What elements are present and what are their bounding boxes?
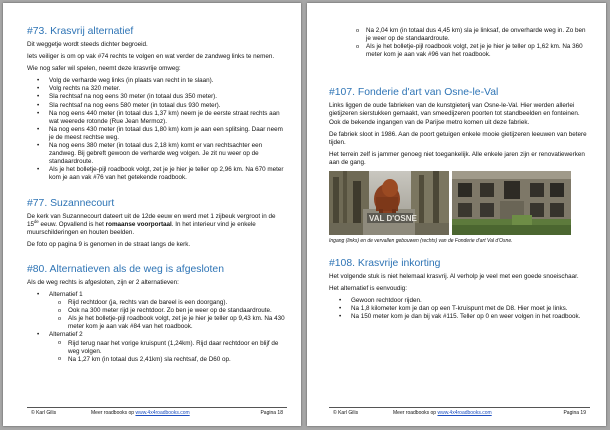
list-item: • Gewoon rechtdoor rijden.	[329, 297, 590, 305]
alternative-1-label: Alternatief 1	[49, 290, 83, 298]
photo-buildings	[452, 171, 571, 235]
section-73-p1: Dit weggetje wordt steeds dichter begroeid.	[27, 41, 148, 48]
alternative-1-sublist	[49, 299, 287, 331]
list-item: • Na nog eens 440 meter (in totaal dus 1,37 km) neem je de eerste straat rechts aan wat weerede rotonde (Rue Jean Mermoz).	[27, 110, 287, 126]
list-item: • Volg rechts na 320 meter.	[27, 85, 287, 93]
fonderie-photos	[329, 171, 571, 235]
photo-sign-text: VAL D'OSNE	[369, 214, 417, 223]
footer-website-link[interactable]: www.4x4roadbooks.com	[437, 410, 492, 416]
right-page-footer	[329, 407, 590, 418]
page-number: Pagina 18	[260, 410, 283, 416]
list-item: o Ook na 300 meter rijd je rechtdoor. Zo ben je weer op de standaardroute.	[49, 307, 287, 315]
footer-more-roadbooks	[393, 409, 492, 417]
section-73-list	[27, 77, 287, 182]
list-item: • Na nog eens 430 meter (in totaal dus 1,80 km) kom je aan een splitsing. Daar neem je de meest rechtse weg.	[27, 126, 287, 142]
list-item: • Na nog eens 380 meter (in totaal dus 2,18 km) komt er van rechtsachter een zandweg. Bij gebreft gewoon de verharde weg volgen. Je zit nu weer op de standaardroute.	[27, 142, 287, 166]
photo-caption: Ingang (links) en de vervallen gebouwen (rechts) van de Fonderie d'art Val d'Osne.	[329, 238, 513, 244]
list-item: o Na 1,27 km (in totaal dus 2,41km) sla rechtsaf, de D60 op.	[49, 356, 287, 364]
section-107-title: #107. Fonderie d'art van Osne-le-Val	[329, 87, 499, 99]
section-73-p3: Wie nog safer wil spelen, neemt deze krasvrije omweg:	[27, 65, 181, 73]
right-page-content	[329, 27, 590, 321]
list-item: • Als je het bolletje-pijl roadbook volgt, zet je je hier je teller op 2,96 km. Na 670 meter kom je aan vak #76 van het getekende roadbook.	[27, 166, 287, 182]
list-item	[27, 331, 287, 363]
photo-entrance-image	[329, 171, 449, 235]
section-107-p1: Links liggen de oude fabrieken van de kunstgieterij van Osne-le-Val. Hier werden allerlei gietijzeren sierstukken gemaakt, van smeedijzeren poorten tot standbeelden en fonteinen. Ook de bekende ingangen van de Parijse metro komen uit deze fabriek.	[329, 102, 580, 126]
section-108-title: #108. Krasvrije inkorting	[329, 258, 441, 269]
list-item: o Als je het bolletje-pijl roadbook volgt, zet je je hier je teller op 1,62 km. Na 360 meter kom je aan vak #96 van het roadbook.	[347, 43, 590, 59]
footer-more-roadbooks	[91, 409, 190, 417]
section-108-p2: Het alternatief is eenvoudig:	[329, 285, 408, 293]
text-run: De kerk van Suzannecourt dateert uit de 12de eeuw en werd met 1 zijbeuk vergroot in de 15	[27, 212, 276, 228]
bold-term: romaanse voorportaal	[105, 220, 172, 228]
list-item: o Rijd terug naar het vorige kruispunt (1,24km). Rijd daar rechtdoor en blijf de weg volgen.	[49, 340, 287, 356]
section-107-p3: Het terrein zelf is jammer genoeg niet toegankelijk. Alle enkele jaren zijn er renovatiewerken aan de gang.	[329, 150, 585, 166]
list-item	[27, 291, 287, 331]
continued-sublist	[347, 27, 590, 59]
footer-text: Meer roadbooks op	[393, 410, 438, 416]
footer-copyright: © Karl Gilis	[333, 410, 359, 416]
text-run: eeuw. Opvallend is het	[38, 220, 106, 228]
section-80-list	[27, 291, 287, 364]
list-item: • Na 1,8 kilometer kom je dan op een T-kruispunt met de D8. Hier moet je links.	[329, 305, 590, 313]
section-108-list	[329, 297, 590, 321]
list-item: • Sla rechtsaf na nog eens 580 meter (in totaal dus 930 meter).	[27, 102, 287, 110]
section-77-title: #77. Suzannecourt	[27, 197, 115, 209]
left-page-content	[27, 26, 287, 364]
list-item: o Na 2,04 km (in totaal dus 4,45 km) sla je linksaf, de onverharde weg in. Zo ben je weer op de standaardroute.	[347, 27, 590, 43]
list-item: • Sla rechtsaf na nog eens 30 meter (in totaal dus 350 meter).	[27, 93, 287, 101]
list-item: o Als je het bolletje-pijl roadbook volgt, zet je je hier je teller op 9,43 km. Na 430 meter kom je aan vak #84 van het roadbook.	[49, 315, 287, 331]
section-108	[329, 258, 590, 321]
right-page	[307, 3, 606, 426]
list-item: • Volg de verharde weg links (in plaats van recht in te slaan).	[27, 77, 287, 85]
alternative-2-label: Alternatief 2	[49, 331, 83, 339]
photo-entrance	[329, 171, 449, 235]
section-107-p2: De fabriek sloot in 1986. Aan de poort getuigen enkele mooie gietijzeren leeuwen van betere tijden.	[329, 130, 587, 146]
footer-copyright: © Karl Gilis	[31, 410, 57, 416]
page-number: Pagina 19	[563, 410, 586, 416]
photo-buildings-image	[452, 171, 571, 235]
section-77-p1	[27, 213, 287, 237]
left-page	[3, 3, 301, 426]
section-77-p2: De foto op pagina 9 is genomen in de straat langs de kerk.	[27, 240, 191, 248]
superscript: de	[34, 218, 39, 224]
section-73-title: #73. Krasvrij alternatief	[27, 26, 134, 37]
section-73-p2: Iets veiliger is om op vak #74 rechts te volgen en wat verder de zandweg links te nemen.	[27, 53, 275, 61]
footer-website-link[interactable]: www.4x4roadbooks.com	[135, 410, 190, 416]
alternative-2-sublist	[49, 340, 287, 364]
section-80-p1: Als de weg rechts is afgesloten, zijn er 2 alternatieven:	[27, 278, 179, 286]
section-108-p1: Het volgende stuk is niet helemaal krasvrij. Al verholp je veel met een goede snoeischaar.	[329, 273, 579, 280]
footer-text: Meer roadbooks op	[91, 410, 136, 416]
text-run: . In het interieur vind je enkele muurschilderingen en houten beelden.	[27, 220, 256, 236]
list-item: o Rijd rechtdoor (ja, rechts van de bareel is een doorgang).	[49, 299, 287, 307]
list-item: • Na 150 meter kom je dan bij vak #115. Teller op 0 en weer volgen in het roadbook.	[329, 313, 590, 321]
left-page-footer	[27, 407, 287, 418]
section-80-title: #80. Alternatieven als de weg is afgesloten	[27, 263, 224, 275]
